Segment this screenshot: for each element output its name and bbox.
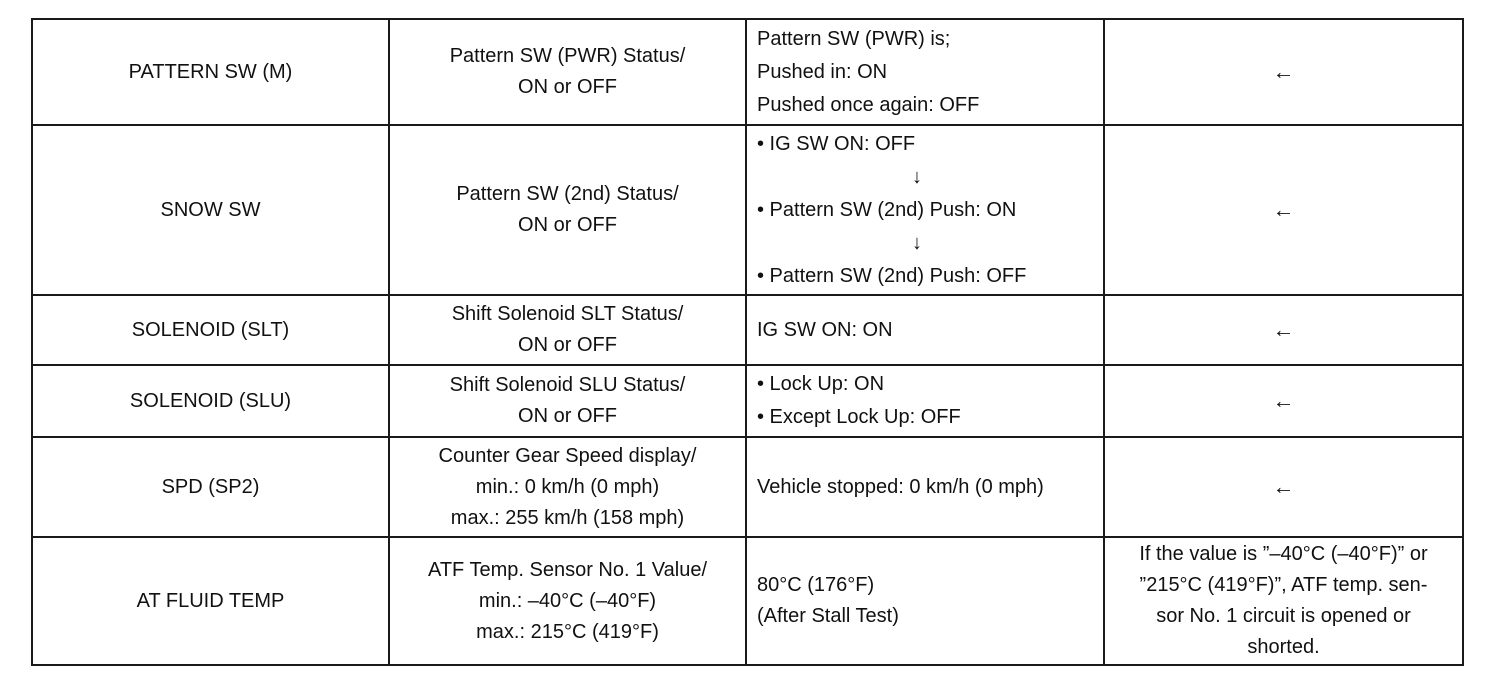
measurement-line: Shift Solenoid SLU Status/: [449, 374, 686, 396]
measurement-line: max.: 215°C (419°F): [476, 620, 659, 643]
measurement-line: ATF Temp. Sensor No. 1 Value/: [427, 558, 707, 581]
measurement-cell: [389, 295, 746, 365]
normal-line: • Lock Up: ON: [757, 373, 885, 395]
diagnostic-note-cell: [1104, 365, 1463, 437]
diagnostic-note-cell: [1104, 437, 1463, 537]
measurement-cell: [389, 125, 746, 295]
measurement-line: ON or OFF: [518, 76, 617, 98]
normal-line: Pushed once again: OFF: [757, 93, 980, 116]
normal-line: 80°C (176°F): [757, 574, 875, 596]
diagnostic-line: sor No. 1 circuit is opened or: [1156, 605, 1411, 627]
item-cell: SPD (SP2): [32, 437, 389, 537]
item-cell: SOLENOID (SLT): [32, 295, 389, 365]
normal-line: • IG SW ON: OFF: [757, 132, 916, 155]
normal-line: Vehicle stopped: 0 km/h (0 mph): [757, 475, 1044, 498]
measurement-cell: [389, 19, 746, 125]
left-arrow-icon: ←: [1272, 316, 1295, 342]
diagnostic-line: ”215°C (419°F)”, ATF temp. sen-: [1139, 574, 1428, 596]
normal-condition-cell: [746, 19, 1104, 125]
item-cell: PATTERN SW (M): [32, 19, 389, 125]
normal-line: Pattern SW (PWR) is;: [757, 27, 951, 50]
normal-condition-cell: [746, 125, 1104, 295]
measurement-line: Counter Gear Speed display/: [438, 444, 697, 467]
measurement-cell: [389, 437, 746, 537]
left-arrow-icon: ←: [1272, 387, 1295, 413]
item-cell: SOLENOID (SLU): [32, 365, 389, 437]
measurement-line: min.: –40°C (–40°F): [478, 589, 657, 612]
diagnostic-line: If the value is ”–40°C (–40°F)” or: [1139, 543, 1428, 565]
diagnostic-note-cell: [1104, 295, 1463, 365]
measurement-cell: [389, 537, 746, 665]
diagnostic-note-cell: [1104, 125, 1463, 295]
measurement-line: Shift Solenoid SLT Status/: [451, 303, 684, 325]
item-cell: AT FLUID TEMP: [32, 537, 389, 665]
normal-line: IG SW ON: ON: [757, 318, 893, 341]
table-row: [32, 365, 1463, 437]
measurement-line: max.: 255 km/h (158 mph): [450, 506, 685, 529]
normal-condition-cell: [746, 537, 1104, 665]
table-row: [32, 295, 1463, 365]
down-arrow-icon: ↓: [912, 165, 922, 188]
measurement-line: Pattern SW (2nd) Status/: [456, 183, 679, 205]
diagnostic-line: shorted.: [1247, 636, 1320, 658]
measurement-cell: [389, 365, 746, 437]
normal-condition-cell: [746, 295, 1104, 365]
normal-condition-cell: [746, 365, 1104, 437]
table-row: [32, 125, 1463, 295]
left-arrow-icon: ←: [1272, 473, 1295, 499]
normal-line: • Pattern SW (2nd) Push: OFF: [757, 264, 1027, 287]
table-row: [32, 19, 1463, 125]
left-arrow-icon: ←: [1272, 196, 1295, 222]
diagnostic-note-cell: [1104, 537, 1463, 665]
table-row: [32, 537, 1463, 665]
left-arrow-icon: ←: [1272, 58, 1295, 84]
table-row: [32, 437, 1463, 537]
item-cell: SNOW SW: [32, 125, 389, 295]
diagnostic-note-cell: [1104, 19, 1463, 125]
normal-condition-cell: [746, 437, 1104, 537]
measurement-line: Pattern SW (PWR) Status/: [449, 45, 686, 67]
normal-line: • Pattern SW (2nd) Push: ON: [757, 198, 1017, 221]
down-arrow-icon: ↓: [912, 231, 922, 254]
normal-line: Pushed in: ON: [757, 60, 888, 83]
data-list-table: [31, 18, 1464, 666]
normal-line: • Except Lock Up: OFF: [757, 406, 961, 428]
normal-line: (After Stall Test): [757, 605, 899, 627]
measurement-line: ON or OFF: [518, 405, 617, 427]
measurement-line: min.: 0 km/h (0 mph): [475, 475, 660, 498]
measurement-line: ON or OFF: [518, 214, 617, 236]
measurement-line: ON or OFF: [518, 334, 617, 356]
